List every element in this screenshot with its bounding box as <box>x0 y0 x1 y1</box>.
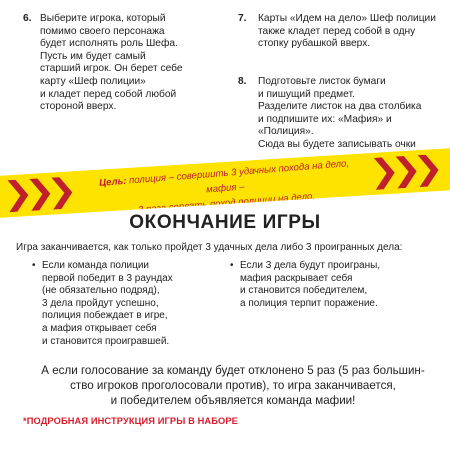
bullet-text: Если команда полиции первой победит в 3 раундах (не обязательно подряд), 3 дела пройдут успешно, полиция побеждает в игре, а мафия открывает себя и становится проигравшей. <box>42 260 173 347</box>
bullet-text: Если 3 дела будут проиграны, мафия раскрывает себя и становится победителем, а полиция терпит поражение. <box>240 260 381 309</box>
step-8 <box>238 76 450 151</box>
ending-intro: Игра заканчивается, как только пройдет 3 удачных дела либо 3 проигранных дела: <box>16 242 403 253</box>
step-text: Карты «Идем на дело» Шеф полиции также кладет перед собой в одну стопку рубашкой вверх. <box>258 13 436 50</box>
step-7 <box>238 13 450 63</box>
bullet-marker: • <box>32 260 36 271</box>
step-number: 8. <box>238 76 247 87</box>
bullet-left <box>32 260 212 355</box>
section-title: ОКОНЧАНИЕ ИГРЫ <box>129 212 321 233</box>
goal-label: Цель: <box>98 175 127 189</box>
chevron-icon <box>418 154 440 187</box>
goal-body: полиция – совершить 3 удачных похода на дело, мафия – 3 раза сорвать поход полиции на дело. <box>126 158 350 216</box>
chevron-icon <box>396 155 418 188</box>
chevron-icon <box>374 157 396 190</box>
chevron-icon <box>7 179 29 212</box>
bullet-marker: • <box>230 260 234 271</box>
step-6 <box>23 13 223 148</box>
chevron-icon <box>29 178 51 211</box>
final-paragraph: А если голосование за команду будет отклонено 5 раз (5 раз большин- ство игроков проголосовали против), то игра заканчивается, и победителем объявляется команда мафии! <box>41 364 425 407</box>
step-number: 7. <box>238 13 247 24</box>
step-number: 6. <box>23 13 32 24</box>
step-text: Выберите игрока, который помимо своего персонажа будет исполнять роль Шефа. Пусть им будет самый старший игрок. Он берет себе карту «Шеф полиции» и кладет перед собой любой стороной вверх. <box>40 13 183 113</box>
step-text: Подготовьте листок бумаги и пишущий предмет. Разделите листок на два столбика и подпишите их: «Мафия» и «Полиция». Сюда вы будете записывать очки <box>258 76 422 150</box>
goal-text <box>89 155 362 218</box>
chevron-icon <box>51 176 73 209</box>
goal-banner <box>0 148 450 219</box>
instruction-note: *ПОДРОБНАЯ ИНСТРУКЦИЯ ИГРЫ В НАБОРЕ <box>23 416 238 426</box>
bullet-right <box>230 260 442 320</box>
